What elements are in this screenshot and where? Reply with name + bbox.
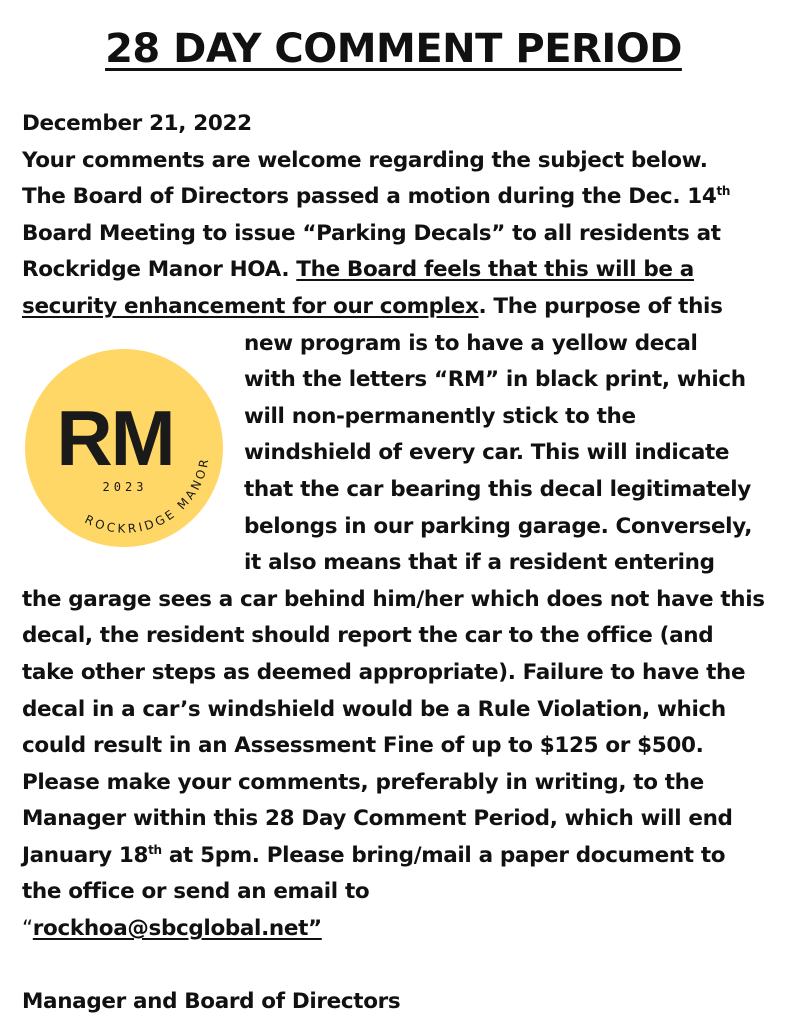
wrap-line: belongs in our parking garage. Conversely, [244, 513, 753, 539]
motion-line: The Board of Directors passed a motion during the Dec. 14th [22, 184, 731, 210]
office-line: the office or send an email to [22, 879, 370, 905]
body-line: decal, the resident should report the car to the office (and [22, 623, 714, 649]
logo-ring-text: ROCKRIDGE MANOR [82, 455, 212, 536]
wrap-line: windshield of every car. This will indicate [244, 440, 730, 466]
wrap-line: that the car bearing this decal legitimately [244, 476, 751, 502]
body-line: Manager within this 28 Day Comment Period, which will end [22, 806, 733, 832]
wrap-line: with the letters “RM” in black print, which [244, 367, 746, 393]
body-line: take other steps as deemed appropriate). Failure to have the [22, 659, 746, 685]
signature-line: Manager and Board of Directors [22, 989, 401, 1015]
hoa-line: Rockridge Manor HOA. The Board feels that this will be a [22, 257, 694, 283]
title-text: 28 DAY COMMENT PERIOD [105, 26, 682, 72]
security-line: security enhancement for our complex. The purpose of this [22, 293, 723, 319]
board-meeting-line: Board Meeting to issue “Parking Decals” to all residents at [22, 220, 721, 246]
end-date-line: January 18th at 5pm. Please bring/mail a paper document to [22, 842, 726, 868]
body-line: decal in a car’s windshield would be a Rule Violation, which [22, 696, 726, 722]
page-title [0, 24, 787, 74]
wrap-line: will non-permanently stick to the [244, 403, 636, 429]
email-link[interactable]: rockhoa@sbcglobal.net” [32, 916, 322, 942]
logo-year: 2023 [102, 480, 148, 494]
body-line: could result in an Assessment Fine of up to $125 or $500. [22, 733, 704, 759]
notice-body [22, 106, 782, 1021]
blank-line [22, 948, 782, 985]
intro-line: Your comments are welcome regarding the subject below. [22, 147, 708, 173]
email-line: “rockhoa@sbcglobal.net” [22, 916, 322, 942]
wrap-line: it also means that if a resident entering [244, 550, 715, 576]
date-line: December 21, 2022 [22, 111, 252, 136]
body-line: the garage sees a car behind him/her which does not have this [22, 586, 765, 612]
logo-letters: RM [56, 394, 174, 482]
body-line: Please make your comments, preferably in writing, to the [22, 769, 704, 795]
wrap-line: new program is to have a yellow decal [244, 330, 698, 356]
